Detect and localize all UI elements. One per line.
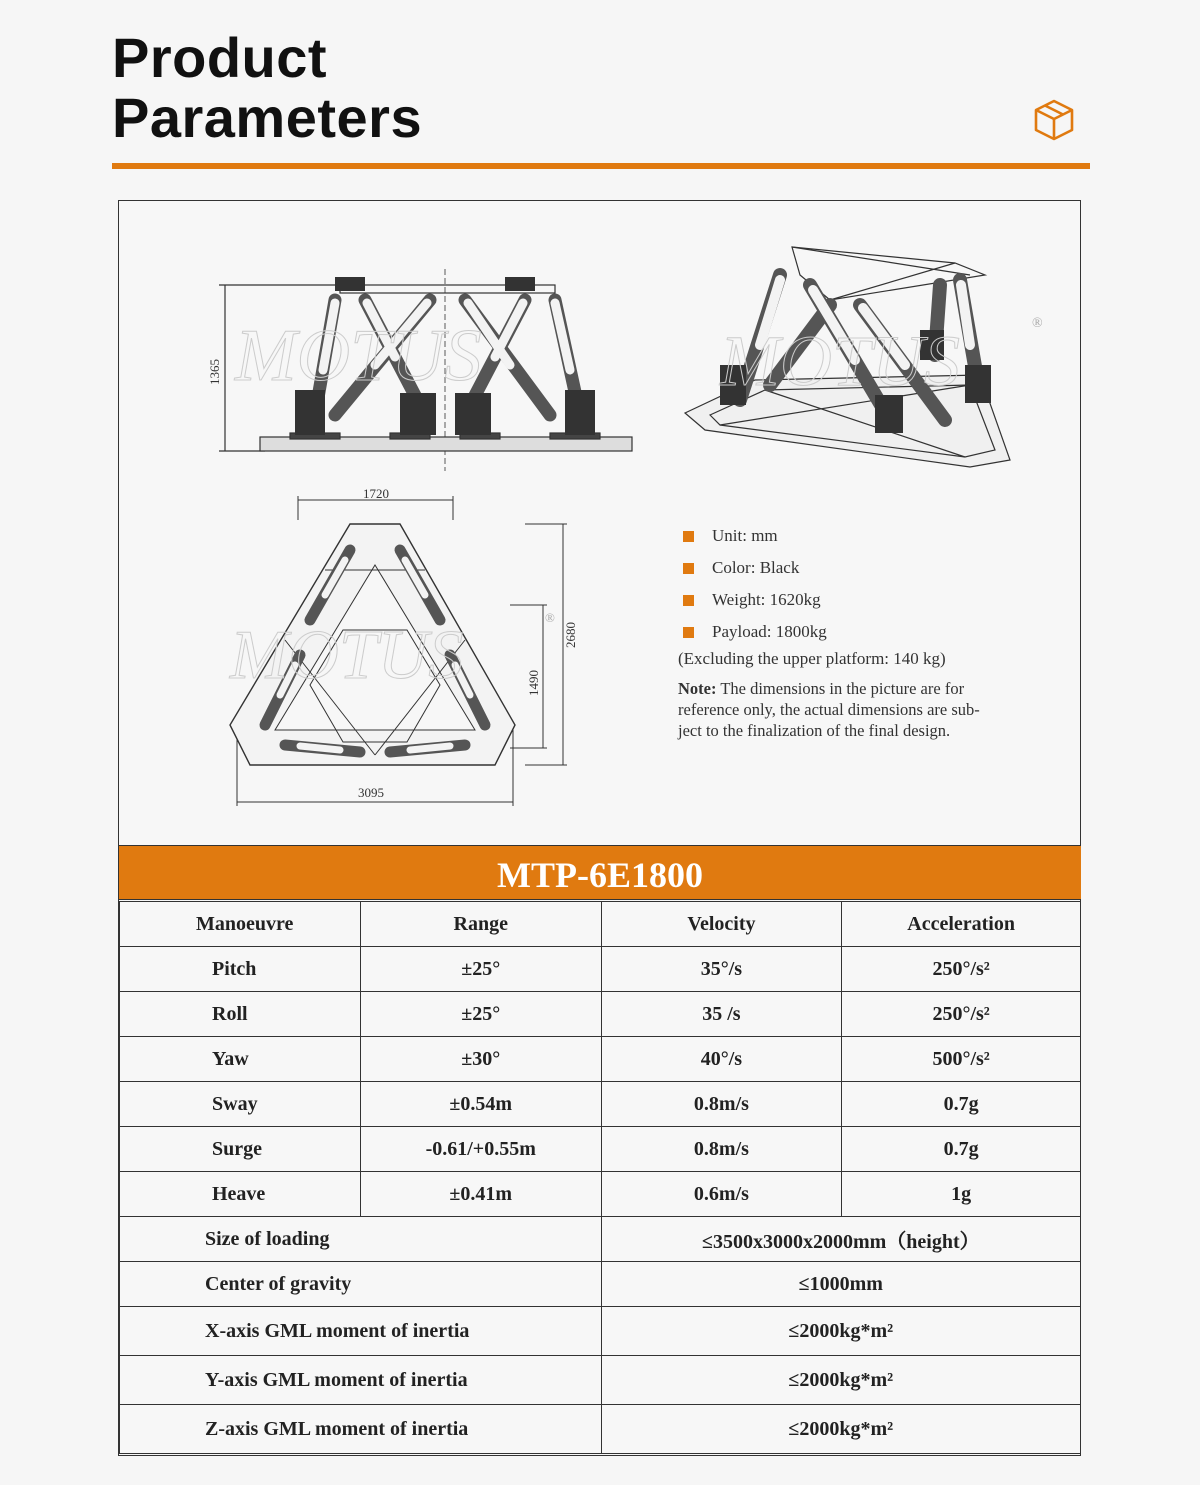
- table-row: [120, 1405, 1081, 1454]
- bullet-square-icon: [683, 595, 694, 606]
- cell-range: ±30°: [360, 1037, 601, 1082]
- title-accent-bar: [112, 163, 1090, 169]
- spec-weight-text: Weight: 1620kg: [712, 590, 821, 609]
- cell-manoeuvre: Yaw: [120, 1037, 361, 1082]
- cell-range: -0.61/+0.55m: [360, 1127, 601, 1172]
- header-velocity: Velocity: [601, 902, 842, 947]
- cell-range: ±25°: [360, 992, 601, 1037]
- top-depth-base-label: 2680: [563, 622, 578, 648]
- table-header-row: [120, 902, 1081, 947]
- top-width-base-label: 3095: [358, 785, 384, 800]
- table-row: [120, 1307, 1081, 1356]
- model-title: MTP-6E1800: [119, 845, 1081, 900]
- side-view-drawing: [205, 265, 645, 475]
- cell-velocity: 0.8m/s: [601, 1082, 842, 1127]
- cell-range: ±0.54m: [360, 1082, 601, 1127]
- watermark-top: MOTUS: [230, 617, 464, 694]
- cell-acceleration: 250°/s²: [842, 947, 1081, 992]
- cell-x-inertia-value: ≤2000kg*m²: [601, 1307, 1080, 1356]
- cell-y-inertia-label: Y-axis GML moment of inertia: [120, 1356, 602, 1405]
- spec-color-text: Color: Black: [712, 558, 800, 577]
- cell-velocity: 0.8m/s: [601, 1127, 842, 1172]
- table-row: [120, 947, 1081, 992]
- cell-manoeuvre: Heave: [120, 1172, 361, 1217]
- header-acceleration: Acceleration: [842, 902, 1081, 947]
- cell-acceleration: 0.7g: [842, 1127, 1081, 1172]
- spec-unit: [678, 520, 1038, 552]
- note-line-3: ject to the finalization of the final design.: [678, 721, 951, 740]
- cell-acceleration: 500°/s²: [842, 1037, 1081, 1082]
- disclaimer-note: [678, 678, 1038, 741]
- page-title-line1: Product: [112, 26, 328, 89]
- spec-payload: [678, 616, 1038, 648]
- note-line-1: The dimensions in the picture are for: [720, 679, 965, 698]
- cell-center-of-gravity-value: ≤1000mm: [601, 1262, 1080, 1307]
- cube-icon: [1033, 98, 1075, 142]
- registered-mark-top: ®: [545, 610, 555, 625]
- bullet-square-icon: [683, 627, 694, 638]
- cell-velocity: 0.6m/s: [601, 1172, 842, 1217]
- cell-range: ±25°: [360, 947, 601, 992]
- bullet-square-icon: [683, 531, 694, 542]
- top-width-upper-label: 1720: [363, 486, 389, 501]
- table-row: [120, 1356, 1081, 1405]
- payload-note: (Excluding the upper platform: 140 kg): [678, 649, 946, 668]
- cell-velocity: 35 /s: [601, 992, 842, 1037]
- cell-acceleration: 250°/s²: [842, 992, 1081, 1037]
- table-row: [120, 1082, 1081, 1127]
- spec-color: [678, 552, 1038, 584]
- cell-z-inertia-label: Z-axis GML moment of inertia: [120, 1405, 602, 1454]
- page-title-line2: Parameters: [112, 86, 423, 149]
- table-row: [120, 1127, 1081, 1172]
- bullet-square-icon: [683, 563, 694, 574]
- spec-list: [678, 520, 1038, 741]
- cell-x-inertia-label: X-axis GML moment of inertia: [120, 1307, 602, 1356]
- cell-velocity: 40°/s: [601, 1037, 842, 1082]
- page-title: [112, 28, 422, 148]
- spec-payload-text: Payload: 1800kg: [712, 622, 827, 641]
- cell-acceleration: 1g: [842, 1172, 1081, 1217]
- watermark-iso: MOTUS: [720, 321, 961, 401]
- table-row: [120, 1172, 1081, 1217]
- spec-unit-text: Unit: mm: [712, 526, 778, 545]
- top-view-drawing: [225, 480, 595, 810]
- cell-center-of-gravity-label: Center of gravity: [120, 1262, 602, 1307]
- table-row: [120, 1217, 1081, 1262]
- cell-range: ±0.41m: [360, 1172, 601, 1217]
- note-label: Note:: [678, 679, 717, 698]
- cell-manoeuvre: Roll: [120, 992, 361, 1037]
- isometric-view-drawing: [680, 235, 1050, 475]
- header-manoeuvre: Manoeuvre: [120, 902, 361, 947]
- watermark-side: MOTUS: [235, 315, 482, 397]
- top-depth-upper-label: 1490: [526, 670, 541, 696]
- cell-manoeuvre: Pitch: [120, 947, 361, 992]
- cell-y-inertia-value: ≤2000kg*m²: [601, 1356, 1080, 1405]
- registered-mark-iso: ®: [1032, 316, 1043, 331]
- cell-size-of-loading-value: ≤3500x3000x2000mm（height）: [601, 1217, 1080, 1262]
- parameters-table: [119, 901, 1081, 1454]
- header-range: Range: [360, 902, 601, 947]
- spec-weight: [678, 584, 1038, 616]
- table-row: [120, 1262, 1081, 1307]
- table-row: [120, 1037, 1081, 1082]
- cell-size-of-loading-label: Size of loading: [120, 1217, 602, 1262]
- side-height-label: 1365: [207, 359, 222, 385]
- cell-acceleration: 0.7g: [842, 1082, 1081, 1127]
- cell-z-inertia-value: ≤2000kg*m²: [601, 1405, 1080, 1454]
- cell-velocity: 35°/s: [601, 947, 842, 992]
- table-row: [120, 992, 1081, 1037]
- cell-manoeuvre: Sway: [120, 1082, 361, 1127]
- note-line-2: reference only, the actual dimensions are sub-: [678, 700, 980, 719]
- cell-manoeuvre: Surge: [120, 1127, 361, 1172]
